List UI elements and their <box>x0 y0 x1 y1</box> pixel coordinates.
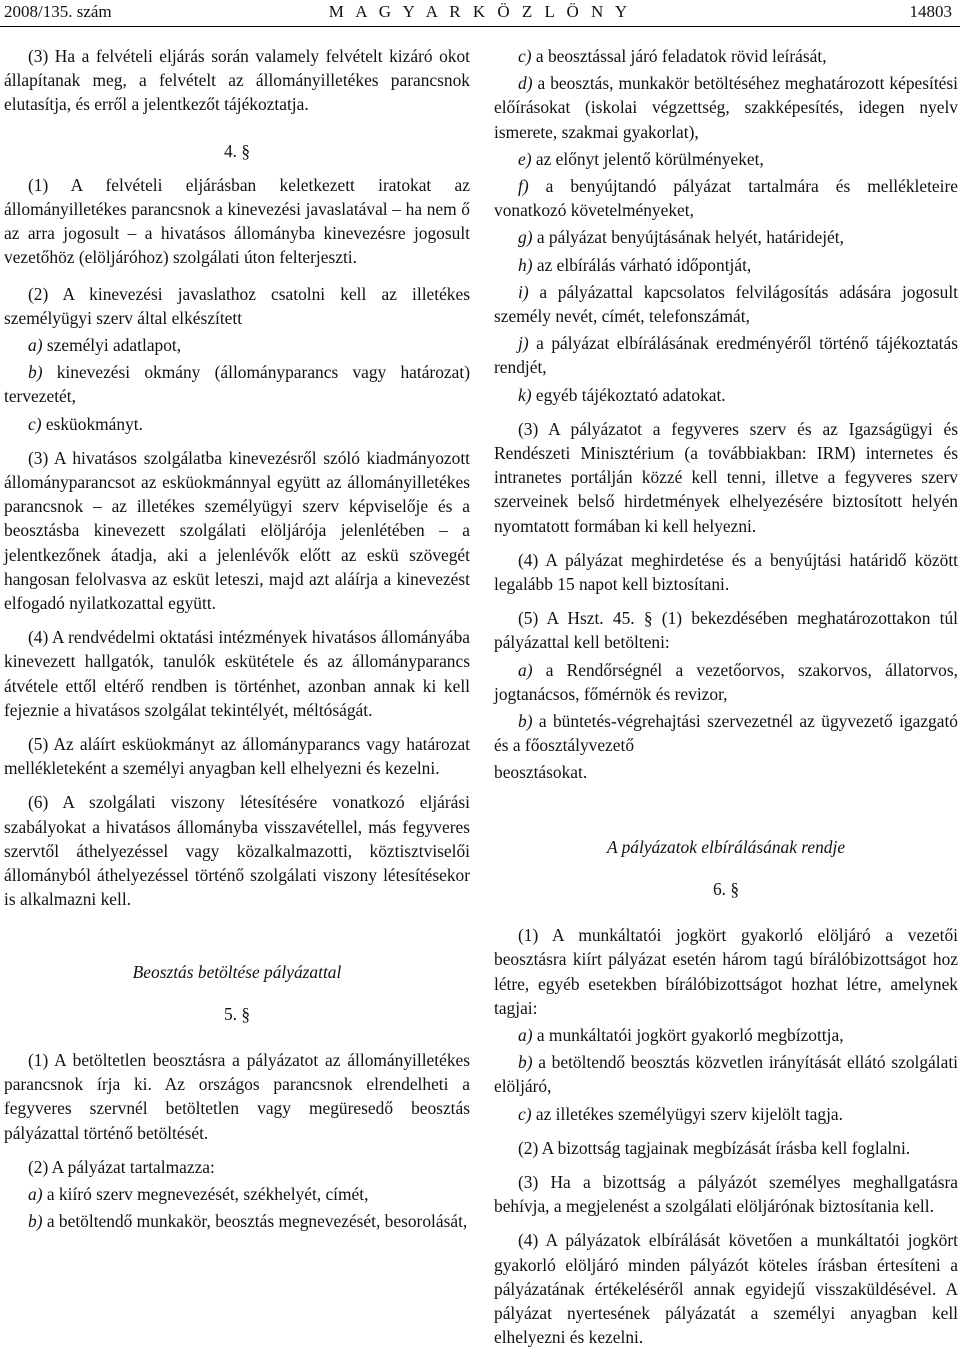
list-letter: a) <box>518 659 533 680</box>
list-item-5-2-j <box>494 331 958 379</box>
list-letter: c) <box>518 1103 532 1124</box>
paragraph-5-1: (1) A betöltetlen beosztásra a pályázatot az állományilletékes parancsnok írja ki. Az országos parancsnok elrendelheti a fegyveres szervnél betöltetlen vagy megüresedő beosztás pályázattal történő betöltését. <box>4 1049 470 1143</box>
list-text: az előnyt jelentő körülményeket, <box>535 148 764 169</box>
paragraph-3-4-3: (3) Ha a felvételi eljárás során valamely felvételt kizáró okot állapítanak meg, a felvételt az állományilletékes parancsnok elutasítja, és erről a jelentkezőt tájékoztatja. <box>4 46 470 115</box>
list-text: a betöltendő beosztás közvetlen irányítását ellátó szolgálati elöljáró, <box>494 1052 958 1097</box>
list-item-6-1-b <box>494 1050 958 1098</box>
paragraph-6-3: (3) Ha a bizottság a pályázót személyes meghallgatásra behívja, a megjelenést a szolgálati elöljárónak biztosítania kell. <box>494 1171 958 1217</box>
list-text: kinevezési okmány (állományparancs vagy határozat) tervezetét, <box>4 362 470 407</box>
list-text: a beosztás, munkakör betöltéséhez meghatározott képesítési előírásokat (iskolai végzettség, szakképesítés, idegen nyelv ismerete, szakmai gyakorlat), <box>494 73 958 142</box>
list-letter: b) <box>28 362 43 383</box>
page-number: 14803 <box>909 2 952 21</box>
list-item-5-2-a <box>4 1182 470 1206</box>
list-letter: b) <box>28 1211 43 1232</box>
list-text: a büntetés-végrehajtási szervezetnél az ügyvezető igazgató és a főosztályvezető <box>494 711 958 756</box>
list-letter: c) <box>518 46 532 66</box>
list-item-5-2-f <box>494 174 958 222</box>
list-text: a pályázattal kapcsolatos felvilágosítás adására jogosult személy nevét, címét, telefonszámát, <box>494 281 958 327</box>
paragraph-5-5: (5) A Hszt. 45. § (1) bekezdésében meghatározottakon túl pályázattal kell betölteni: <box>494 608 958 653</box>
list-item-5-2-g <box>494 225 958 249</box>
paragraph-5-3: (3) A pályázatot a fegyveres szerv és az Igazságügyi és Rendészeti Minisztérium (a továbbiakban: IRM) internetes és intranetes portálján közzé kell tenni, illetve a fegyveres szerv szerveinek belső hirdetmények elhelyezésére biztosított helyén nyomtatott formában ki kell helyezni. <box>494 418 958 536</box>
list-text: személyi adatlapot, <box>46 335 182 356</box>
list-text: esküokmányt. <box>45 413 143 434</box>
list-item-5-2-i <box>494 280 958 328</box>
list-item-5-5-a <box>494 658 958 706</box>
paragraph-5-4: (4) A pályázat meghirdetése és a benyújtási határidő között legalább 15 napot kell biztosítani. <box>494 549 958 595</box>
right-column <box>494 44 958 1349</box>
paragraph-4-5: (5) Az aláírt esküokmányt az állományparancs vagy határozat mellékleteként a személyi anyagban kell elhelyezni és kezelni. <box>4 734 470 779</box>
paragraph-4-1: (1) A felvételi eljárásban keletkezett iratokat az állományilletékes parancsnok a kinevezési javaslatával – ha nem ő az arra jogosult – a hivatásos állományba kinevezésre jogosult vezetőhöz (elöljáróhoz) szolgálati úton felterjeszti. <box>4 174 470 268</box>
section-title-palyazat: Beosztás betöltése pályázattal <box>132 961 342 982</box>
paragraph-4-6: (6) A szolgálati viszony létesítésére vonatkozó eljárási szabályokat a hivatásos állományba visszavétellel, más fegyveres szervtől áthelyezéssel vagy közalkalmazotti, köztisztviselői állományból áthelyezéssel történő szolgálati viszony létesítésekor is alkalmazni kell. <box>4 792 470 910</box>
list-text: a kiíró szerv megnevezését, székhelyét, címét, <box>46 1183 369 1204</box>
paragraph-4-2: (2) A kinevezési javaslathoz csatolni kell az illetékes személyügyi szerv által elkészített <box>4 283 470 328</box>
list-item-5-5-b <box>494 709 958 757</box>
paragraph-6-4: (4) A pályázatok elbírálását követően a munkáltatói jogkört gyakorló elöljáró minden pályázót köteles írásban értesíteni a pályázatának értékeléséről annak egyidejű visszaküldésével. A pályázat nyertesének pályázatát a személyi anyagban kell elhelyezni és kezelni. <box>494 1230 958 1348</box>
left-column <box>4 44 470 1233</box>
list-item-6-1-c <box>494 1102 958 1126</box>
list-text: a benyújtandó pályázat tartalmára és mellékleteire vonatkozó követelményeket, <box>494 176 958 221</box>
list-item-5-2-k <box>494 383 958 407</box>
list-item-5-2-h <box>494 253 958 277</box>
list-letter: f) <box>518 176 529 197</box>
list-letter: b) <box>518 1052 533 1073</box>
section-6-heading: 6. § <box>712 878 740 899</box>
paragraph-4-4: (4) A rendvédelmi oktatási intézmények hivatásos állományába kinevezett hallgatók, tanulók eskütétele és az állományparancs átvétele ettől eltérő rendben is történhet, azonban annak ki kell fejeznie a hivatásos szolgálat tekintélyét, méltóságát. <box>4 627 470 720</box>
section-title-elbiralas: A pályázatok elbírálásának rendje <box>606 836 846 857</box>
publication-title: M A G Y A R K Ö Z L Ö N Y <box>328 2 632 21</box>
paragraph-5-2: (2) A pályázat tartalmazza: <box>28 1156 215 1177</box>
issue-date: 2008/135. szám <box>4 2 112 21</box>
list-text: a pályázat benyújtásának helyét, határidejét, <box>536 227 844 248</box>
list-item-4-2-c <box>4 412 470 436</box>
section-4-heading: 4. § <box>223 140 251 161</box>
paragraph-6-2: (2) A bizottság tagjainak megbízását írásba kell foglalni. <box>518 1137 911 1158</box>
list-letter: a) <box>518 1024 533 1045</box>
list-text: az illetékes személyügyi szerv kijelölt tagja. <box>535 1103 843 1124</box>
list-text: a Rendőrségnél a vezetőorvos, szakorvos, állatorvos, jogtanácsos, főmérnök és revizor, <box>494 659 958 704</box>
list-letter: j) <box>518 333 529 354</box>
list-letter: d) <box>518 73 533 94</box>
list-item-4-2-b <box>4 360 470 408</box>
list-text: a betöltendő munkakör, beosztás megnevezését, besorolását, <box>46 1211 468 1232</box>
list-item-6-1-a <box>494 1023 958 1047</box>
list-item-5-2-e <box>494 147 958 171</box>
page-header <box>0 0 960 26</box>
list-item-4-2-a <box>4 333 470 357</box>
list-letter: e) <box>518 148 532 169</box>
list-letter: i) <box>518 281 529 302</box>
paragraph-6-1: (1) A munkáltatói jogkört gyakorló elöljáró a vezetői beosztásra kiírt pályázat esetén három tagú bírálóbizottságot hoz létre, egyéb esetekben bírálóbizottságot hozhat létre, amelynek tagjai: <box>494 925 958 1018</box>
list-item-5-2-c <box>494 44 958 68</box>
list-letter: b) <box>518 711 533 732</box>
list-text: az elbírálás várható időpontját, <box>536 254 752 275</box>
list-text: egyéb tájékoztató adatokat. <box>535 384 726 405</box>
header-rule <box>0 26 960 27</box>
list-text: a beosztással járó feladatok rövid leírását, <box>535 46 827 66</box>
list-text: a pályázat elbírálásának eredményéről történő tájékoztatás rendjét, <box>494 333 958 378</box>
list-letter: a) <box>28 1183 43 1204</box>
section-5-heading: 5. § <box>223 1003 251 1024</box>
list-item-5-2-d <box>494 71 958 144</box>
list-letter: g) <box>518 227 533 248</box>
paragraph-5-5-tail: beosztásokat. <box>494 762 588 783</box>
list-letter: c) <box>28 413 42 434</box>
list-item-5-2-b <box>4 1209 470 1233</box>
list-letter: k) <box>518 384 532 405</box>
list-letter: a) <box>28 335 43 356</box>
list-text: a munkáltatói jogkört gyakorló megbízottja, <box>536 1024 844 1045</box>
list-letter: h) <box>518 254 533 275</box>
paragraph-4-3: (3) A hivatásos szolgálatba kinevezésről szóló kiadmányozott állományparancsot az esküokmánnyal együtt az állományilletékes parancsnok – az illetékes személyügyi szerv képviselője és a beosztásba kinevezett szolgálati elöljárója jelenlétében – a jelentkezőnek átadja, aki a jelenlévők előtt az eskü szövegét hangosan felolvasva az esküt leteszi, majd azt aláírja a kinevezést elfogadó nyilatkozattal együtt. <box>4 447 470 614</box>
